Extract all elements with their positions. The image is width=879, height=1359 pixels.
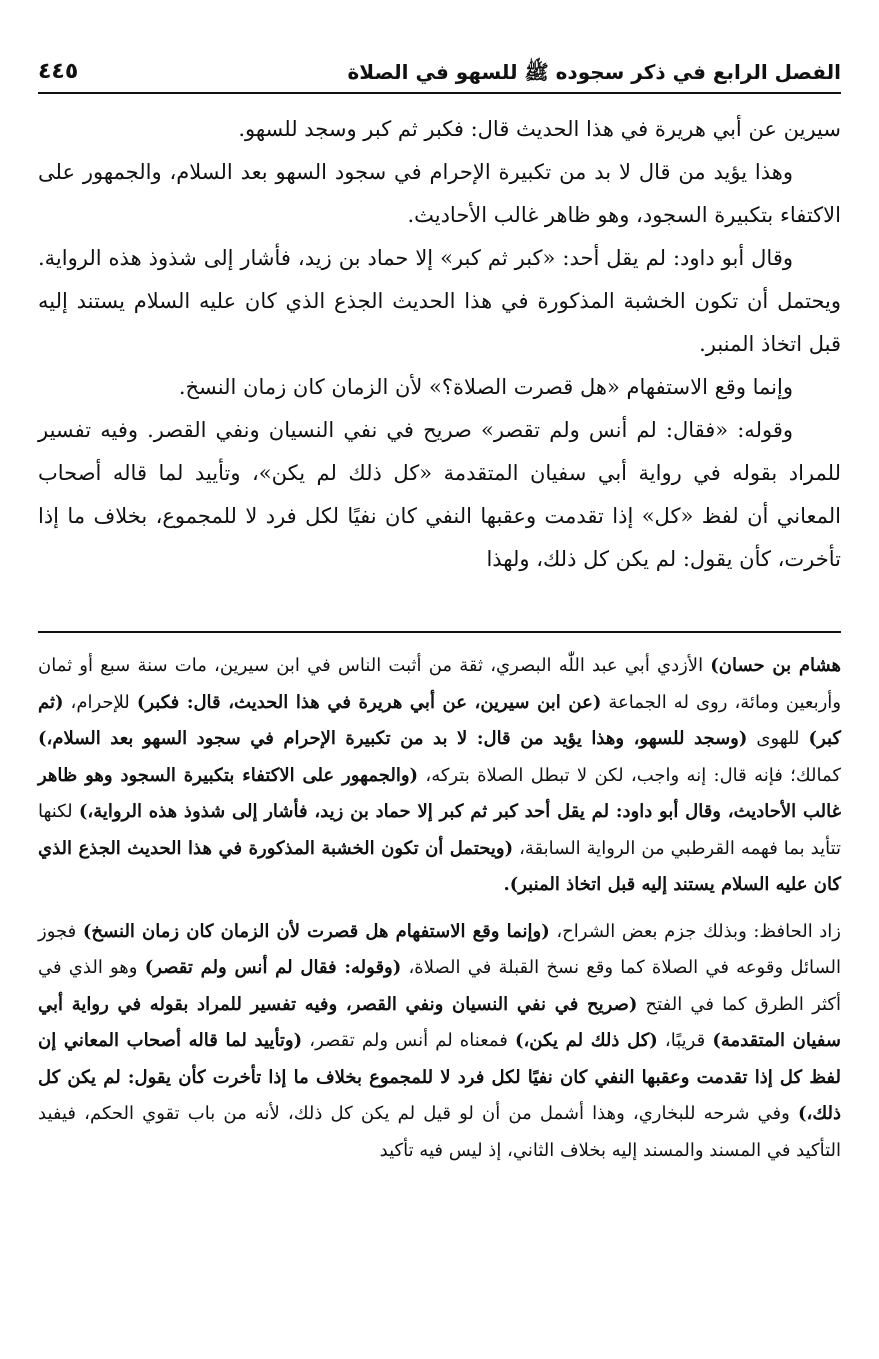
commentary-segment: قريبًا، <box>657 1030 713 1051</box>
commentary-paragraph-1 <box>38 648 841 904</box>
main-paragraph-5: وقوله: «فقال: لم أنس ولم تقصر» صريح في نفي النسيان ونفي القصر. وفيه تفسير للمراد بقوله في رواية أبي سفيان المتقدمة «كل ذلك لم يكن»، وتأييد لما قاله أصحاب المعاني أن لفظ «كل» إذا تقدمت وعقبها النفي كان نفيًا لكل فرد لا للمجموع، بخلاف ما إذا تأخرت، كأن يقول: لم يكن كل ذلك، ولهذا <box>38 418 841 571</box>
commentary-segment: (وتأييد لما قاله أصحاب المعاني إن لفظ كل إذا تقدمت وعقبها النفي كان نفيًا لكل فرد لا للمجموع بخلاف ما إذا تأخرت كأن يقول: لم يكن كل ذلك،) <box>38 1030 841 1124</box>
commentary-segment: وفي شرحه للبخاري، وهذا أشمل من أن لو قيل لم يكن كل ذلك، لأنه من باب تقوي الحكم، فيفيد التأكيد في المسند والمسند إليه بخلاف الثاني، إذ ليس فيه تأكيد <box>38 1103 841 1161</box>
main-text <box>38 108 841 581</box>
commentary-segment: زاد الحافظ: وبذلك جزم بعض الشراح، <box>549 920 841 942</box>
commentary-paragraph-2 <box>38 914 841 1170</box>
commentary-segment: (صريح في نفي النسيان ونفي القصر، وفيه تفسير للمراد بقوله في رواية أبي سفيان المتقدمة) <box>38 993 841 1051</box>
main-paragraph-4: وإنما وقع الاستفهام «هل قصرت الصلاة؟» لأن الزمان كان زمان النسخ. <box>178 375 793 399</box>
main-paragraph-3: وقال أبو داود: لم يقل أحد: «كبر ثم كبر» إلا حماد بن زيد، فأشار إلى شذوذ هذه الرواية. ويحتمل أن تكون الخشبة المذكورة في هذا الحديث الجذع الذي كان عليه السلام يستند إليه قبل اتخاذ المنبر. <box>38 246 841 356</box>
commentary-segment: هشام بن حسان) <box>710 655 841 676</box>
commentary-segment: فمعناه لم أنس ولم تقصر، <box>302 1030 515 1051</box>
commentary-segment: (والجمهور على الاكتفاء بتكبيرة السجود وهو ظاهر غالب الأحاديث، وقال أبو داود: لم يقل أحد كبر ثم كبر إلا حماد بن زيد، فأشار إلى شذوذ هذه الرواية،) <box>38 764 842 822</box>
commentary-segment: (وقوله: فقال لم أنس ولم تقصر) <box>144 957 402 978</box>
footnote-divider <box>38 631 841 633</box>
commentary-segment: لكنها تتأيد بما فهمه القرطبي من الرواية السابقة، <box>38 801 842 859</box>
header-divider <box>38 92 841 94</box>
commentary <box>38 648 841 1169</box>
running-header <box>38 40 841 86</box>
commentary-segment: كمالك؛ فإنه قال: إنه واجب، لكن لا تبطل الصلاة بتركه، <box>418 764 841 786</box>
main-paragraph-1: سيرين عن أبي هريرة في هذا الحديث قال: فكبر ثم كبر وسجد للسهو. <box>238 117 841 141</box>
commentary-segment: الأزدي أبي عبد اللّٰه البصري، ثقة من أثبت الناس في ابن سيرين، مات سنة سبع أو ثمان وأربعين ومائة، روى له الجماعة <box>38 655 842 713</box>
commentary-segment: (عن ابن سيرين، عن أبي هريرة في هذا الحديث، قال: فكبر) <box>136 691 602 713</box>
commentary-segment: (وسجد للسهو، وهذا يؤيد من قال: لا بد من تكبيرة الإحرام في سجود السهو بعد السلام،) <box>38 728 748 749</box>
commentary-segment: (ثم كبر) <box>38 691 841 749</box>
main-paragraph-2: وهذا يؤيد من قال لا بد من تكبيرة الإحرام في سجود السهو بعد السلام، والجمهور على الاكتفاء بتكبيرة السجود، وهو ظاهر غالب الأحاديث. <box>38 160 841 227</box>
page-number: ٤٤٥ <box>38 59 79 84</box>
commentary-segment: للهوى <box>747 728 809 749</box>
chapter-title: الفصل الرابع في ذكر سجوده ﷺ للسهو في الصلاة <box>347 60 841 84</box>
commentary-segment: (وإنما وقع الاستفهام هل قصرت لأن الزمان كان زمان النسخ) <box>82 920 550 942</box>
commentary-segment: فجوز السائل وقوعه في الصلاة كما وقع نسخ القبلة في الصلاة، <box>38 920 842 978</box>
commentary-segment: وهو الذي في أكثر الطرق كما في الفتح <box>38 957 842 1015</box>
commentary-segment: للإحرام، <box>63 691 137 713</box>
commentary-segment: (ويحتمل أن تكون الخشبة المذكورة في هذا الحديث الجذع الذي كان عليه السلام يستند إليه قبل اتخاذ المنبر). <box>38 837 841 895</box>
commentary-segment: (كل ذلك لم يكن،) <box>514 1030 658 1051</box>
